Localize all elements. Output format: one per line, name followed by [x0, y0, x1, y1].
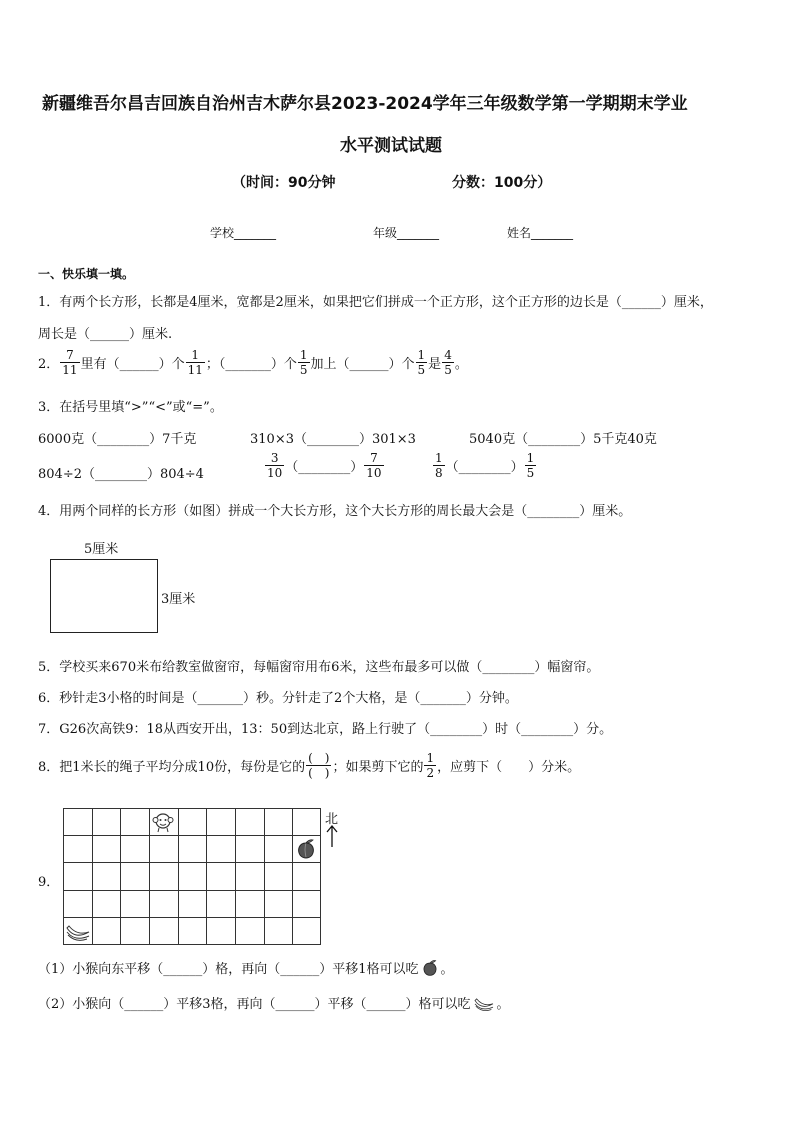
- school-field: 学校_______: [210, 226, 277, 240]
- q2-text-2: ；（_______）个: [205, 357, 297, 372]
- q3-line: 3．在括号里填“>”“<”或“=”。: [38, 400, 223, 415]
- q7-line: 7．G26次高铁9：18从西安开出，13：50到达北京，路上行驶了（________）时（________）分。: [38, 722, 613, 737]
- peach-icon: [421, 959, 439, 977]
- q3-fraction-1-8: $\frac{1}{8}$: [435, 451, 443, 480]
- rectangle-figure: [50, 559, 158, 633]
- q5-line: 5．学校买来670米布给教室做窗帘，每幅窗帘用布6米，这些布最多可以做（________）幅窗帘。: [38, 660, 600, 675]
- q2-text-1: 里有（______）个: [80, 357, 185, 372]
- q2-fraction-1-5-a: $\frac{1}{5}$: [299, 348, 308, 377]
- q3-compare-1: 6000克（________）7千克: [38, 432, 197, 447]
- q9-sub-2-end: 。: [496, 997, 510, 1012]
- q1-line-1: 1．有两个长方形，长都是4厘米，宽都是2厘米，如果把它们拼成一个正方形，这个正方形的边长是（______）厘米，: [38, 295, 713, 310]
- q3-compare-5: [264, 452, 385, 479]
- q2-fraction-4-5: $\frac{4}{5}$: [444, 348, 452, 377]
- q2-text-3: 加上（______）个: [310, 357, 415, 372]
- q3-compare-6-blank: （________）: [445, 460, 524, 475]
- q4-length-label: 5厘米: [84, 542, 119, 557]
- north-label: 北: [325, 812, 339, 827]
- q2-text-4: 是: [428, 357, 442, 372]
- q4-width-label: 3厘米: [161, 592, 196, 607]
- q3-fraction-7-10: $\frac{7}{10}$: [366, 451, 382, 480]
- monkey-icon: [151, 811, 175, 833]
- section-heading: 一、快乐填一填。: [38, 267, 135, 281]
- exam-score: 分数：100分）: [452, 175, 552, 191]
- q9-prefix: 9．: [38, 875, 60, 890]
- page-title-line-2: 水平测试试题: [340, 136, 442, 156]
- peach-icon: [295, 838, 317, 860]
- q3-compare-4: 804÷2（________）804÷4: [38, 467, 204, 482]
- q2-fraction-1-11: $\frac{1}{11}$: [187, 348, 203, 377]
- q3-compare-3: 5040克（________）5千克40克: [469, 432, 657, 447]
- q4-line: 4．用两个同样的长方形（如图）拼成一个大长方形，这个大长方形的周长最大会是（________）厘米。: [38, 504, 632, 519]
- q8-line: [38, 752, 580, 779]
- q9-sub-1-end: 。: [440, 962, 454, 977]
- q8-suffix: ，应剪下（ ）分米。: [437, 760, 581, 775]
- q8-blank-fraction: $\frac{( )}{( )}$: [308, 751, 330, 780]
- q3-fraction-1-5: $\frac{1}{5}$: [526, 451, 535, 480]
- north-arrow-icon: [326, 824, 338, 848]
- q3-compare-5-blank: （________）: [285, 460, 364, 475]
- exam-time: （时间：90分钟: [232, 175, 336, 191]
- q8-prefix: 8．把1米长的绳子平均分成10份，每份是它的: [38, 760, 306, 775]
- page-title-line-1: 新疆维吾尔昌吉回族自治州吉木萨尔县2023-2024学年三年级数学第一学期期末学业: [42, 94, 688, 114]
- banana-icon: [65, 920, 91, 942]
- name-field: 姓名_______: [507, 226, 574, 240]
- q9-sub-1: [38, 958, 454, 977]
- q9-sub-2: [38, 993, 510, 1012]
- q8-fraction-1-2: $\frac{1}{2}$: [426, 751, 435, 780]
- banana-icon: [473, 994, 495, 1012]
- q2-line: [38, 349, 468, 376]
- q2-text-5: 。: [454, 357, 468, 372]
- q3-fraction-3-10: $\frac{3}{10}$: [267, 451, 283, 480]
- q9-grid: [63, 808, 321, 945]
- q2-fraction-7-11: $\frac{7}{11}$: [62, 348, 78, 377]
- q3-compare-6: [432, 452, 537, 479]
- q2-fraction-1-5-b: $\frac{1}{5}$: [417, 348, 426, 377]
- q9-sub-2-text: （2）小猴向（______）平移3格，再向（______）平移（______）格可以吃: [38, 997, 471, 1012]
- q9-sub-1-text: （1）小猴向东平移（______）格，再向（______）平移1格可以吃: [38, 962, 419, 977]
- grade-field: 年级_______: [373, 226, 440, 240]
- q6-line: 6．秒针走3小格的时间是（_______）秒。分针走了2个大格，是（_______）分钟。: [38, 691, 518, 706]
- q2-prefix: 2．: [38, 357, 60, 372]
- q1-line-2: 周长是（______）厘米.: [38, 327, 173, 342]
- q8-mid: ；如果剪下它的: [332, 760, 424, 775]
- q3-compare-2: 310×3（________）301×3: [250, 432, 416, 447]
